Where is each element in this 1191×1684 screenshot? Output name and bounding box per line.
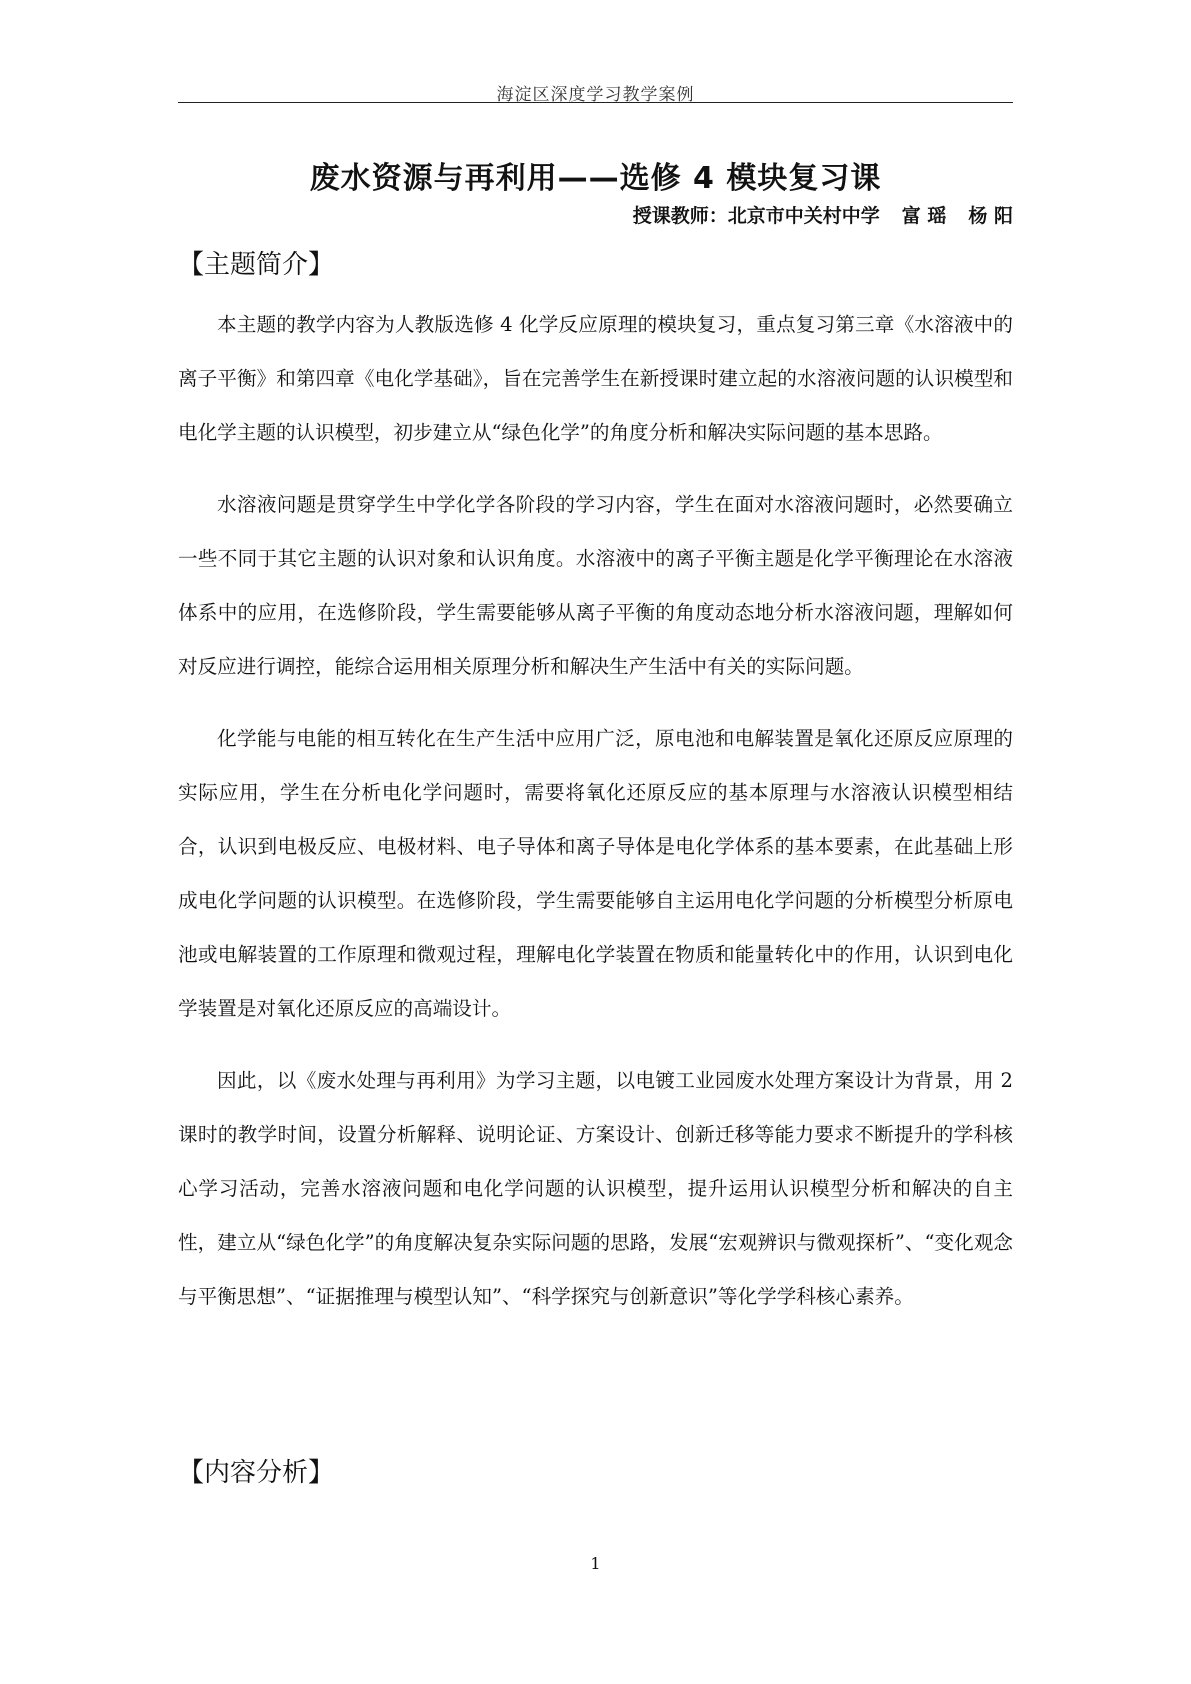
section-heading-topic-intro: 【主题简介】 — [178, 250, 335, 280]
teacher-byline — [633, 201, 1013, 228]
paragraph: 水溶液问题是贯穿学生中学化学各阶段的学习内容，学生在面对水溶液问题时，必然要确立一些不同于其它主题的认识对象和认识角度。水溶液中的离子平衡主题是化学平衡理论在水溶液体系中的应用，在选修阶段，学生需要能够从离子平衡的角度动态地分析水溶液问题，理解如何对反应进行调控，能综合运用相关原理分析和解决生产生活中有关的实际问题。 — [178, 493, 1013, 678]
teacher-name: 富 瑶 — [901, 205, 947, 227]
section-heading-content-analysis: 【内容分析】 — [178, 1458, 335, 1488]
topic-intro-body — [178, 298, 1013, 1342]
paragraph: 化学能与电能的相互转化在生产生活中应用广泛，原电池和电解装置是氧化还原反应原理的实际应用，学生在分析电化学问题时，需要将氧化还原反应的基本原理与水溶液认识模型相结合，认识到电极反应、电极材料、电子导体和离子导体是电化学体系的基本要素，在此基础上形成电化学问题的认识模型。在选修阶段，学生需要能够自主运用电化学问题的分析模型分析原电池或电解装置的工作原理和微观过程，理解电化学装置在物质和能量转化中的作用，认识到电化学装置是对氧化还原反应的高端设计。 — [178, 727, 1013, 1020]
running-header: 海淀区深度学习教学案例 — [496, 85, 695, 105]
paragraph: 因此，以《废水处理与再利用》为学习主题，以电镀工业园废水处理方案设计为背景，用 2 课时的教学时间，设置分析解释、说明论证、方案设计、创新迁移等能力要求不断提升的学科核心学习活动，完善水溶液问题和电化学问题的认识模型，提升运用认识模型分析和解决的自主性，建立从“绿色化学”的角度解决复杂实际问题的思路，发展“宏观辨识与微观探析”、“变化观念与平衡思想”、“证据推理与模型认知”、“科学探究与创新意识”等化学学科核心素养。 — [178, 1069, 1013, 1308]
teacher-name: 杨 阳 — [968, 205, 1013, 227]
paragraph: 本主题的教学内容为人教版选修 4 化学反应原理的模块复习，重点复习第三章《水溶液中的离子平衡》和第四章《电化学基础》，旨在完善学生在新授课时建立起的水溶液问题的认识模型和电化学主题的认识模型，初步建立从“绿色化学”的角度分析和解决实际问题的基本思路。 — [178, 313, 1013, 444]
document-title: 废水资源与再利用——选修 4 模块复习课 — [309, 161, 882, 196]
byline-prefix: 授课教师：北京市中关村中学 — [632, 205, 880, 227]
page-number: 1 — [590, 1554, 601, 1573]
header-divider — [178, 102, 1013, 103]
